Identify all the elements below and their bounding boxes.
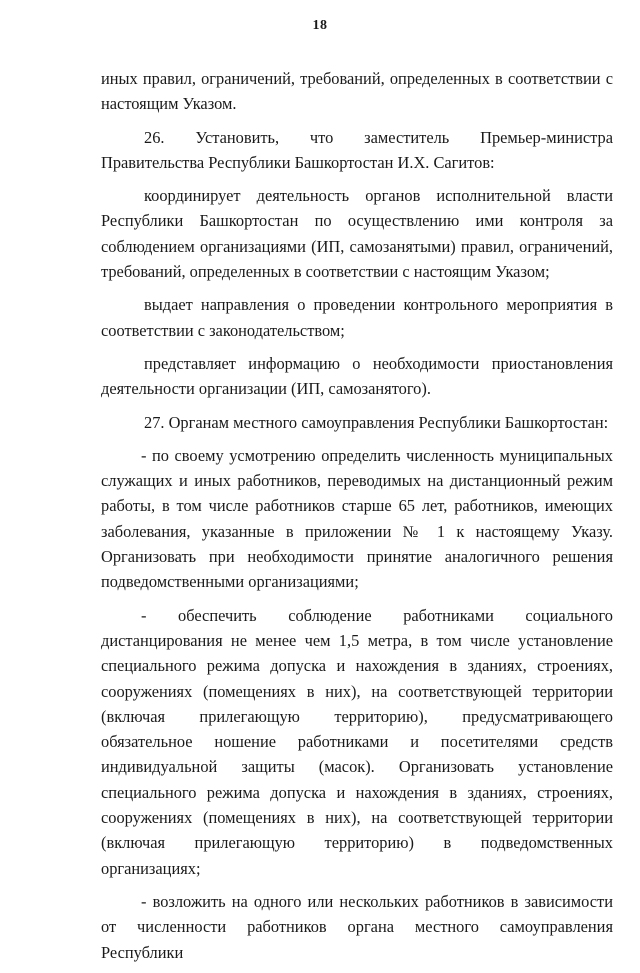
paragraph-presents-information: представляет информацию о необходимости приостановления деятельности организации (ИП, самозанятого).	[101, 353, 613, 399]
paragraph-issues-directions: выдает направления о проведении контрольного мероприятия в соответствии с законодательством;	[101, 295, 613, 340]
paragraph-assign-workers: - возложить на одного или нескольких работников в зависимости от численности работников органа местного самоуправления Республики	[101, 891, 613, 962]
paragraph-item-26: 26. Установить, что заместитель Премьер-министра Правительства Республики Башкортостан И.Х. Сагитов:	[101, 127, 613, 172]
document-body	[101, 66, 613, 973]
paragraph-coordinates: координирует деятельность органов исполнительной власти Республики Башкортостан по осуществлению ими контроля за соблюдением организациями (ИП, самозанятыми) правил, ограничений, требований, определенных в соответствии с настоящим Указом;	[101, 186, 613, 282]
paragraph-continuation: иных правил, ограничений, требований, определенных в соответствии с настоящим Указом.	[101, 69, 613, 114]
paragraph-remote-work: - по своему усмотрению определить численность муниципальных служащих и иных работников, переводимых на дистанционный режим работы, в том числе работников старше 65 лет, работников, имеющих заболевания, указанные в приложении № 1 к настоящему Указу. Организовать при необходимости принятие аналогичного решения подведомственными организациями;	[101, 445, 613, 592]
page-number: 18	[312, 18, 328, 33]
paragraph-social-distancing: - обеспечить соблюдение работниками социального дистанцирования не менее чем 1,5 метра, в том числе установление специального режима допуска и нахождения в зданиях, строениях, сооружениях (помещениях в них), на соответствующей территории (включая прилегающую территорию), предусматривающего обязательное ношение работниками и посетителями средств индивидуальной защиты (масок). Организовать установление специального режима допуска и нахождения в зданиях, строениях, сооружениях (помещениях в них), на соответствующей территории (включая прилегающую территорию) в подведомственных организациях;	[101, 605, 613, 878]
paragraph-item-27: 27. Органам местного самоуправления Республики Башкортостан:	[144, 412, 609, 432]
